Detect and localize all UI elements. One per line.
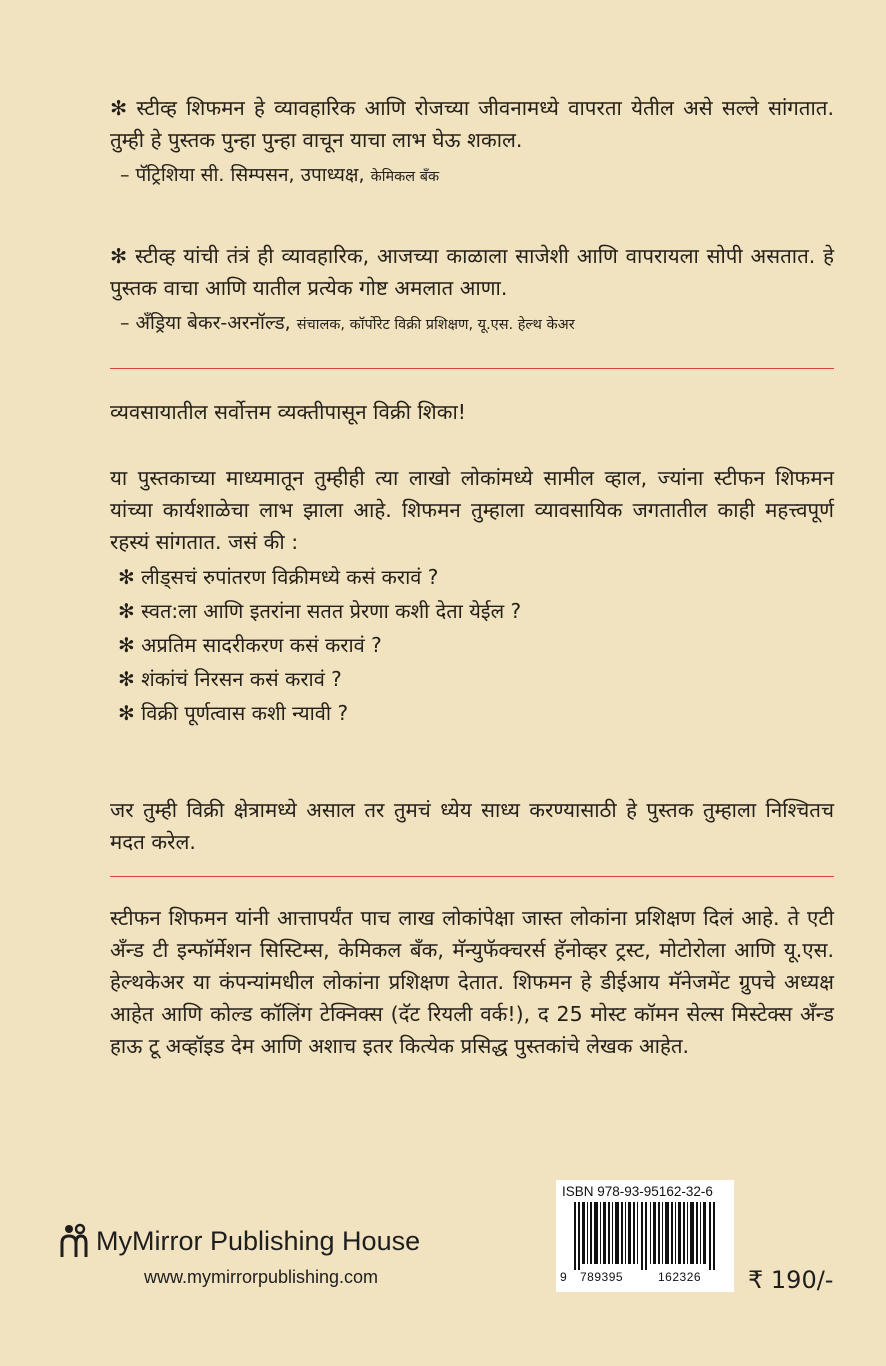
publisher-logo-icon [60,1223,88,1259]
review-2 [110,240,834,340]
divider-2 [110,876,834,877]
list-item: ✻ शंकांचं निरसन कसं करावं ? [118,667,342,691]
review-1-text: ✻ स्टीव्ह शिफमन हे व्यावहारिक आणि रोजच्या जीवनामध्ये वापरता येतील असे सल्ले सांगतात. तुम्ही हे पुस्तक पुन्हा पुन्हा वाचून याचा लाभ घेऊ शकाल. [110,96,834,152]
review-1-org: केमिकल बँक [370,169,440,185]
about-author-text: स्टीफन शिफमन यांनी आत्तापर्यंत पाच लाख लोकांपेक्षा जास्त लोकांना प्रशिक्षण दिलं आहे. ते एटी अँन्ड टी इन्फॉर्मेशन सिस्टिम्स, केमिकल बँक, मॅन्युफॅक्चरर्स हॅनोव्हर ट्रस्ट, मोटोरोला आणि यू.एस. हेल्थकेअर या कंपन्यांमधील लोकांना प्रशिक्षण देतात. शिफमन हे डीईआय मॅनेजमेंट ग्रुपचे अध्यक्ष आहेत आणि कोल्ड कॉलिंग टेक्निक्स (दॅट रियली वर्क!), द 25 मोस्ट कॉमन सेल्स मिस्टेक्स अँन्ड हाऊ टू अव्हॉइड देम आणि अशाच इतर कित्येक प्रसिद्ध पुस्तकांचे लेखक आहेत. [110,906,834,1058]
divider-1 [110,368,834,369]
main-closing-block [110,794,834,858]
publisher-block [60,1223,500,1288]
list-item: ✻ लीड्सचं रुपांतरण विक्रीमध्ये कसं करावं ? [118,565,439,589]
barcode-bars-icon [562,1202,728,1270]
list-item: ✻ स्वत:ला आणि इतरांना सतत प्रेरणा कशी देता येईल ? [118,599,522,623]
main-heading: व्यवसायातील सर्वोत्तम व्यक्तीपासून विक्री शिका! [110,400,466,424]
barcode-digits-left: 789395 [580,1270,624,1284]
main-closing: जर तुम्ही विक्री क्षेत्रामध्ये असाल तर तुमचं ध्येय साध्य करण्यासाठी हे पुस्तक तुम्हाला निश्चितच मदत करेल. [110,798,834,854]
review-1-author: – पॅट्रिशिया सी. सिम्पसन, उपाध्यक्ष, [120,164,365,186]
review-1-attribution [110,160,834,192]
isbn-barcode [556,1180,734,1292]
list-item: ✻ विक्री पूर्णत्वास कशी न्यावी ? [118,701,349,725]
review-2-author: – अँड्रिया बेकर-अरनॉल्ड, [120,312,291,334]
main-intro: या पुस्तकाच्या माध्यमातून तुम्हीही त्या लाखो लोकांमध्ये सामील व्हाल, ज्यांना स्टीफन शिफमन यांच्या कार्यशाळेचा लाभ झाला आहे. शिफमन तुम्हाला व्यावसायिक जगतातील काही महत्त्वपूर्ण रहस्यं सांगतात. जसं की : [110,466,834,554]
list-item: ✻ अप्रतिम सादरीकरण कसं करावं ? [118,633,382,657]
review-2-text: ✻ स्टीव्ह यांची तंत्रं ही व्यावहारिक, आजच्या काळाला साजेशी आणि वापरायला सोपी असतात. हे पुस्तक वाचा आणि यातील प्रत्येक गोष्ट अमलात आणा. [110,244,834,300]
barcode-digits-right: 162326 [658,1270,702,1284]
review-2-org: संचालक, कॉर्पोरेट विक्री प्रशिक्षण, यू.एस. हेल्थ केअर [296,317,575,333]
publisher-row [60,1223,500,1259]
isbn-text: ISBN 978-93-95162-32-6 [562,1184,713,1199]
about-author-block [110,902,834,1062]
publisher-url: www.mymirrorpublishing.com [144,1267,379,1287]
barcode-digit-first: 9 [560,1270,567,1284]
price-label: ₹ 190/- [748,1266,834,1294]
main-heading-block [110,396,834,428]
main-intro-block [110,462,834,730]
review-2-attribution [110,308,834,340]
tips-list [110,560,834,730]
review-1 [110,92,834,192]
publisher-name: MyMirror Publishing House [96,1225,421,1256]
